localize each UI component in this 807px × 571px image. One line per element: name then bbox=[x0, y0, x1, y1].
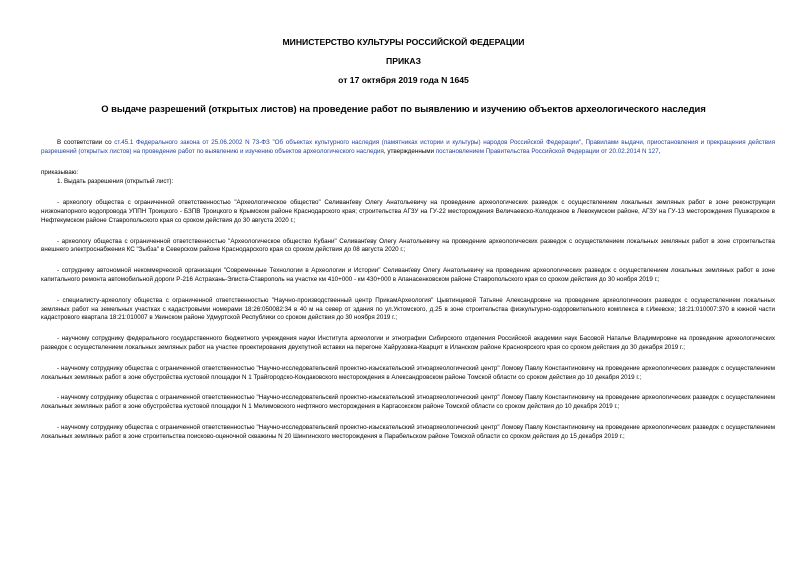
intro-paragraph bbox=[41, 139, 775, 157]
permit-entry: - сотруднику автономной некоммерческой организации "Современные Технологии в Археологии и Истории" Селиванťеву Олегу Анатольевичу на проведение археологических разведок с осуществлением локальных земляных работ в зоне капитального ремонта автомобильной дороги Р-216 Астрахань-Элиста-Ставрополь на участке км 410+000 - км 430+000 в Апанасенковском районе Ставропольского края со сроком действия до 30 ноября 2019 г.; bbox=[41, 267, 775, 283]
intro-text-1: В соответствии со bbox=[57, 139, 115, 146]
permit-entry: - научному сотруднику общества с ограниченной ответственностью "Научно-исследовательский проектно-изыскательский этноархеологический центр" Ломову Павлу Константиновичу на проведение археологических разведок с осуществлением локальных земляных работ в зоне обустройства кустовой площадки N 1 Мелимовского нефтяного месторождения в Каргасокском районе Томской области со сроком действия до 10 декабря 2019 г.; bbox=[41, 394, 775, 411]
resolution-link[interactable]: постановлением Правительства Российской Федерации от 20.02.2014 N 127 bbox=[435, 147, 659, 155]
intro-text-4: , bbox=[658, 147, 661, 155]
document-body bbox=[41, 139, 775, 442]
permit-entry: - археологу общества с ограниченной ответственностью "Археологическое общество" Селиванťеву Олегу Анатольевичу на проведение археологических разведок с осуществлением локальных земляных работ в зоне реконструкции низконапорного водопровода УППН Троицкого - БЗПВ Троицкого в Крымском районе Краснодарского края; строительства АГЗУ на ГУ-22 месторождения Величаевско-Колодезное в Левокумском районе, АГЗУ на ГУ-13 месторождения Пушкарское в Нефтекумском районе Ставропольского края со сроком действия до 30 августа 2020 г.; bbox=[41, 199, 775, 224]
permit-entry: - научному сотруднику федерального государственного бюджетного учреждения науки Института археологии и этнографии Сибирского отделения Российской академии наук Басовой Наталье Владимировне на проведение археологических разведок с осуществлением локальных земляных работ на участке проектирования двухпутной вставки на перегоне Хайрузовка-Кварцит в Иланском районе Красноярского края со сроком действия до 30 декабря 2019 г.; bbox=[41, 335, 775, 351]
law-link[interactable]: ст.45.1 Федерального закона от 25.06.2002 N 73-ФЗ "Об объектах культурного наследия (памятниках истории и культуры) народов Российской Федерации" bbox=[114, 139, 582, 146]
date-number-heading: от 17 октября 2019 года N 1645 bbox=[338, 75, 469, 85]
doc-type-heading: ПРИКАЗ bbox=[386, 56, 421, 66]
document-title: О выдаче разрешений (открытых листов) на проведение работ по выявлению и изучению объектов археологического наследия bbox=[101, 103, 706, 114]
intro-text-2: , bbox=[581, 139, 586, 146]
permit-entry: - научному сотруднику общества с ограниченной ответственностью "Научно-исследовательский проектно-изыскательский этноархеологический центр" Ломову Павлу Константиновичу на проведение археологических разведок с осуществлением локальных земляных работ в зоне обустройства кустовой площадки N 1 Трайгородско-Кондаковского месторождения в Александровском районе Томской области со сроком действия до 10 декабря 2019 г.; bbox=[41, 364, 775, 381]
permit-entry: - специалисту-археологу общества с ограниченной ответственностью "Научно-производственный центр ПрикамАрхеология" Цывтинцевой Татьяне Александровне на проведение археологических разведок с осуществлением локальных земляных работ на земельных участках с кадастровыми номерами 18:26:050082:34 в 40 м на север от здания по ул.Уктомского, д.25 в зоне строительства физкультурно-оздоровительного комплекса в г.Ижевске; 18:21:010007:370 в южной части кадастрового квартала 18:21:010007 в Увинском районе Удмуртской Республики со сроком действия до 30 ноября 2019 г.; bbox=[41, 296, 775, 322]
item-1-heading: 1. Выдать разрешения (открытый лист): bbox=[57, 178, 174, 186]
ministry-heading: МИНИСТЕРСТВО КУЛЬТУРЫ РОССИЙСКОЙ ФЕДЕРАЦИИ bbox=[282, 37, 525, 47]
permit-entry: - научному сотруднику общества с ограниченной ответственностью "Научно-исследовательский проектно-изыскательский этноархеологический центр" Ломову Павлу Константиновичу на проведение археологических разведок с осуществлением локальных земляных работ в зоне строительства поисково-оценочной скважины N 20 Шингинского месторождения в Парабельском районе Томской области со сроком действия до 15 декабря 2019 г.; bbox=[41, 423, 775, 440]
prikazyvayu-text: приказываю: bbox=[41, 168, 79, 176]
permit-entry: - археологу общества с ограниченной ответственностью "Археологическое общество Кубани" Селиванťеву Олегу Анатольевичу на проведение археологических разведок с осуществлением локальных земляных работ в зоне строительства внешнего электроснабжения КС "Зыбза" в Северском районе Краснодарского края со сроком действия до 08 августа 2020 г.; bbox=[41, 237, 775, 254]
intro-text-3: , утвержденными bbox=[383, 147, 436, 155]
rules-link[interactable]: Правилами выдачи, приостановления и прекращения действия разрешений (открытых листов) на проведение работ по выявлению и изучению объектов археологического наследия bbox=[41, 139, 775, 155]
